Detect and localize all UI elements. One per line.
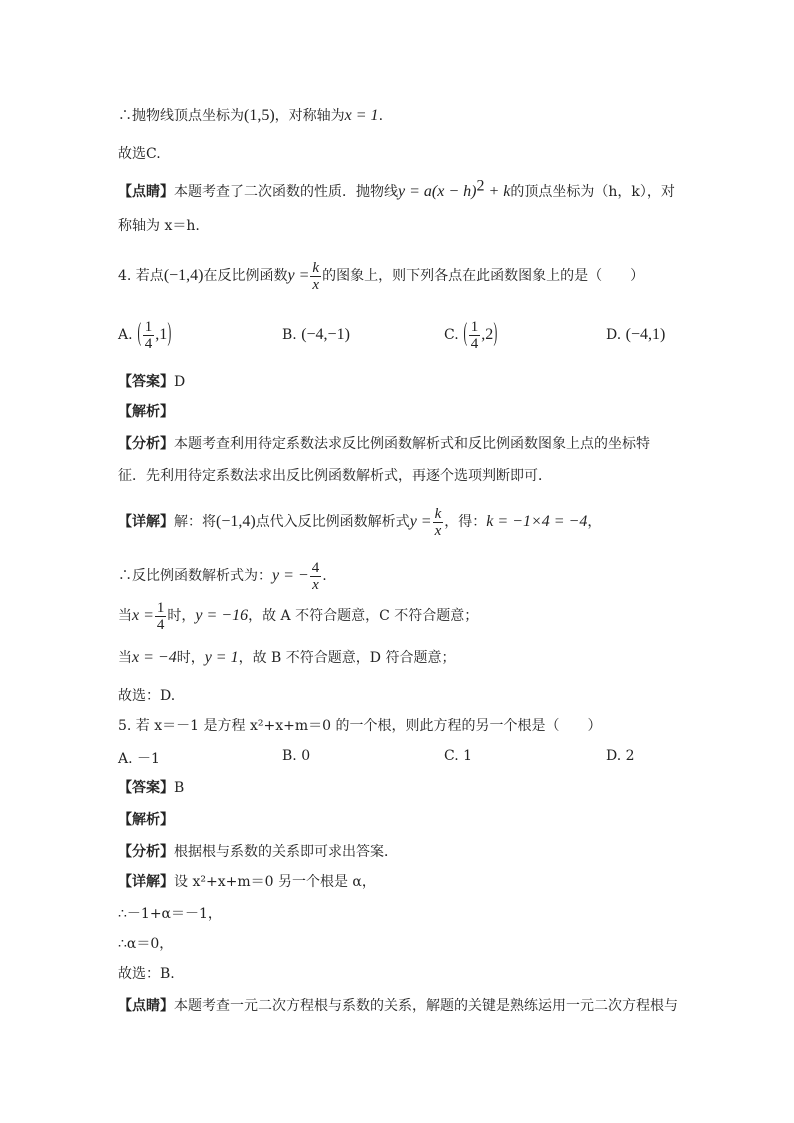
- q5-fenxi: [118, 842, 398, 862]
- option-y: ,1: [155, 326, 168, 343]
- detail-text-c: ，故 A 不符合题意，C 不符合题意；: [248, 608, 479, 624]
- option-fraction: [143, 319, 155, 352]
- q4-detail-line2: [118, 556, 327, 596]
- comment-exponent: 2: [476, 177, 485, 195]
- axis-text: ，对称轴为: [274, 108, 345, 124]
- answer-value: B: [174, 780, 185, 796]
- fenxi-text: 根据根与系数的关系即可求出答案．: [174, 844, 398, 860]
- answer-value: D: [174, 374, 186, 390]
- q3-comment-line2: 称轴为 x＝h.: [118, 218, 200, 234]
- q4-detail-line1: [118, 502, 601, 542]
- detail-text-d: ，: [587, 514, 602, 530]
- q5-option-b: B. 0: [282, 748, 311, 764]
- detail-y: y = 1: [204, 649, 239, 666]
- answer-tag: 【答案】: [118, 780, 174, 796]
- q4-fenxi-line2: 征．先利用待定系数法求出反比例函数解析式，再逐个选项判断即可．: [118, 468, 552, 484]
- q4-final: 故选：D.: [118, 688, 176, 704]
- vertex-coord: (1,5): [244, 107, 275, 124]
- detail-y: y = −16: [195, 607, 249, 624]
- q5-analysis-tag: 【解析】: [118, 812, 174, 828]
- frac-numerator: 4: [311, 559, 320, 576]
- detail-text-b: .: [322, 568, 327, 584]
- q4-fenxi-line1: [118, 434, 650, 454]
- detail-calc: k = −1×4 = −4: [486, 513, 588, 530]
- detail-text-b: 点代入反比例函数解析式: [255, 514, 410, 530]
- frac-denominator: x: [434, 522, 442, 539]
- axis-end: .: [378, 108, 384, 124]
- detail-x: x =: [132, 607, 154, 624]
- q4-option-b: [282, 315, 350, 355]
- option-fraction: [469, 319, 481, 352]
- q4-analysis-tag: 【解析】: [118, 404, 174, 420]
- option-value: (−4,−1): [301, 326, 350, 343]
- detail-fn-lhs: y = −: [272, 567, 309, 584]
- comment-text-b: 的顶点坐标为（h，k），对: [510, 184, 675, 200]
- vertex-line: [118, 106, 383, 126]
- frac-numerator: 1: [144, 318, 153, 335]
- frac-denominator: 4: [470, 335, 479, 352]
- left-paren: (: [137, 319, 142, 349]
- detail-text-c: ，得：: [444, 514, 487, 530]
- q4-question: 的图象上，则下列各点在此函数图象上的是（ ）: [322, 268, 645, 284]
- q5-stem: 5. 若 x＝－1 是方程 x²+x+m＝0 的一个根，则此方程的另一个根是（ ）: [118, 718, 602, 734]
- option-label: D.: [606, 327, 622, 343]
- detail-x: x = −4: [132, 649, 177, 666]
- comment-formula-tail: + k: [484, 183, 511, 200]
- q4-detail-line4: [118, 648, 455, 668]
- axis-equation: x = 1: [344, 107, 379, 124]
- q4-stem: [118, 256, 644, 296]
- q5-option-d: D. 2: [606, 748, 635, 764]
- q4-detail-line3: [118, 596, 478, 636]
- detail-text-b: 时，: [167, 608, 196, 624]
- vertex-text: ∴抛物线顶点坐标为: [118, 108, 244, 124]
- detail-fraction: [433, 506, 444, 539]
- detail-fraction: [310, 560, 322, 593]
- detail-text: ∴反比例函数解析式为：: [118, 568, 272, 584]
- q5-detail-line1: [118, 872, 376, 892]
- comment-text: 本题考查一元二次方程根与系数的关系，解题的关键是熟练运用一元二次方程根与: [174, 998, 678, 1014]
- option-label: B.: [282, 327, 297, 343]
- fenxi-tag: 【分析】: [118, 844, 174, 860]
- fenxi-text: 本题考查利用待定系数法求反比例函数解析式和反比例函数图象上点的坐标特: [174, 436, 650, 452]
- q4-option-c: [444, 315, 498, 355]
- q4-answer: [118, 372, 185, 392]
- detail-tag: 【详解】: [118, 874, 174, 890]
- q5-option-a: A. －1: [118, 751, 160, 767]
- answer-tag: 【答案】: [118, 374, 174, 390]
- right-paren: ): [167, 319, 172, 349]
- q5-comment: [118, 996, 678, 1016]
- detail-text-c: ，故 B 不符合题意，D 符合题意；: [238, 650, 456, 666]
- detail-fraction: [155, 600, 167, 633]
- detail-text: 解：将: [174, 514, 216, 530]
- option-label: C.: [444, 327, 459, 343]
- frac-numerator: k: [312, 259, 320, 276]
- fenxi-tag: 【分析】: [118, 436, 174, 452]
- q4-fn-lhs: y =: [287, 267, 310, 284]
- frac-numerator: 1: [470, 318, 479, 335]
- frac-numerator: k: [434, 505, 442, 522]
- q3-answer: 故选C.: [118, 146, 161, 162]
- detail-fn-lhs: y =: [409, 513, 432, 530]
- detail-point: (−1,4): [216, 513, 256, 530]
- q3-comment-line1: [118, 177, 675, 202]
- option-value: (−4,1): [625, 326, 666, 343]
- q4-number: 4. 若点: [118, 268, 164, 284]
- detail-tag: 【详解】: [118, 514, 174, 530]
- comment-formula: y = a(x − h): [398, 183, 477, 200]
- detail-text: 当: [118, 650, 132, 666]
- q5-option-c: C. 1: [444, 748, 473, 764]
- q5-detail-line2: ∴－1+α＝－1，: [118, 906, 222, 922]
- frac-denominator: x: [312, 576, 319, 593]
- q4-fn-fraction: [310, 260, 321, 293]
- q4-point: (−1,4): [163, 267, 204, 284]
- frac-denominator: 4: [156, 616, 165, 633]
- q5-detail-line4: 故选：B.: [118, 966, 175, 982]
- frac-denominator: x: [312, 276, 320, 293]
- detail-text: 当: [118, 608, 132, 624]
- comment-tag: 【点睛】: [118, 184, 174, 200]
- q4-option-a: [118, 315, 172, 355]
- frac-numerator: 1: [156, 599, 165, 616]
- frac-denominator: 4: [144, 335, 153, 352]
- option-y: ,2: [481, 326, 494, 343]
- right-paren: ): [493, 319, 498, 349]
- detail-text: 设 x²+x+m＝0 另一个根是 α，: [174, 874, 376, 890]
- detail-text-b: 时，: [176, 650, 205, 666]
- comment-tag: 【点睛】: [118, 998, 174, 1014]
- q4-text: 在反比例函数: [203, 268, 288, 284]
- option-label: A.: [118, 327, 133, 343]
- q5-detail-line3: ∴α＝0，: [118, 936, 174, 952]
- comment-text: 本题考查了二次函数的性质．抛物线: [174, 184, 398, 200]
- left-paren: (: [463, 319, 468, 349]
- q5-answer: [118, 778, 184, 798]
- q4-option-d: [606, 315, 665, 355]
